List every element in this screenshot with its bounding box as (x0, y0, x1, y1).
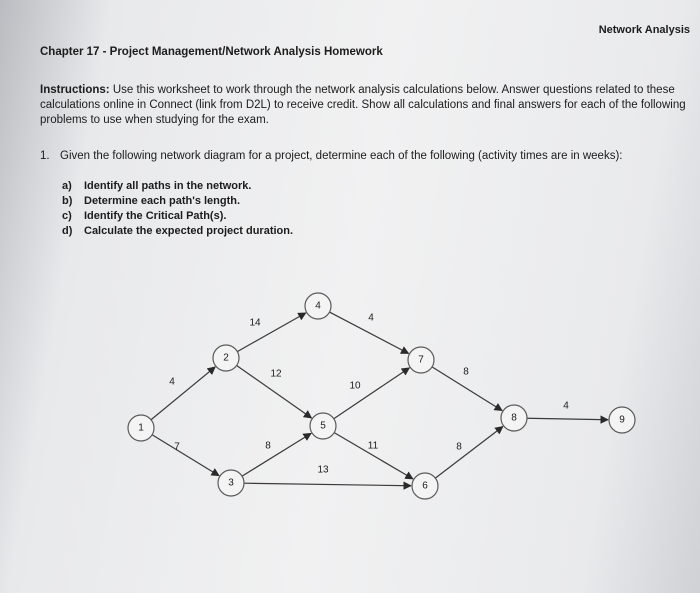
question-text: Given the following network diagram for a project, determine each of the following (activity times are in weeks): (60, 150, 623, 162)
edge-weight-8-9: 4 (563, 400, 569, 412)
edge-weight-5-7: 10 (349, 380, 361, 392)
edge-weight-4-7: 4 (368, 312, 374, 324)
instructions-lead: Instructions: (40, 84, 110, 96)
edge-2-4 (237, 313, 305, 352)
edge-3-5 (242, 433, 311, 476)
node-label-3: 3 (228, 477, 234, 489)
subitem-text: Identify all paths in the network. (84, 180, 252, 192)
edge-weight-2-4: 14 (249, 317, 261, 329)
edge-8-9 (527, 418, 608, 420)
subitem-label: a) (62, 180, 72, 192)
subitem-text: Identify the Critical Path(s). (84, 210, 227, 222)
chapter-title: Chapter 17 - Project Management/Network Analysis Homework (40, 46, 383, 58)
edge-weight-3-6: 13 (317, 464, 329, 476)
edge-weight-5-6: 11 (367, 440, 379, 452)
edge-weight-2-5: 12 (270, 368, 282, 380)
node-label-2: 2 (223, 352, 229, 364)
edge-weight-6-8: 8 (456, 441, 462, 453)
edge-weight-1-3: 7 (174, 441, 180, 453)
edge-6-8 (435, 426, 503, 478)
edge-1-3 (152, 435, 219, 476)
node-label-8: 8 (511, 412, 517, 424)
question-number: 1. (40, 150, 50, 162)
node-label-4: 4 (315, 300, 321, 312)
header-label: Network Analysis (598, 24, 690, 36)
node-label-9: 9 (619, 414, 625, 426)
node-label-5: 5 (320, 420, 326, 432)
subitem-label: d) (62, 225, 73, 237)
instructions-text: Use this worksheet to work through the network analysis calculations below. Answer questions related to these calculations online in Connect (link from D2L) to receive credit. Show all calculations and final answers for each of the following problems to use when studying for the exam. (40, 84, 686, 126)
edge-weight-7-8: 8 (463, 366, 469, 378)
node-label-6: 6 (422, 480, 428, 492)
edge-weight-3-5: 8 (265, 440, 271, 452)
node-label-7: 7 (418, 354, 424, 366)
edge-3-6 (244, 483, 411, 486)
edge-1-2 (151, 367, 215, 420)
edge-weight-1-2: 4 (169, 376, 175, 388)
subitem-text: Determine each path's length. (84, 195, 241, 207)
edge-5-7 (334, 368, 410, 419)
subitem-label: b) (62, 195, 73, 207)
node-label-1: 1 (138, 422, 144, 434)
subitem-label: c) (62, 210, 72, 222)
subitem-text: Calculate the expected project duration. (84, 225, 294, 237)
